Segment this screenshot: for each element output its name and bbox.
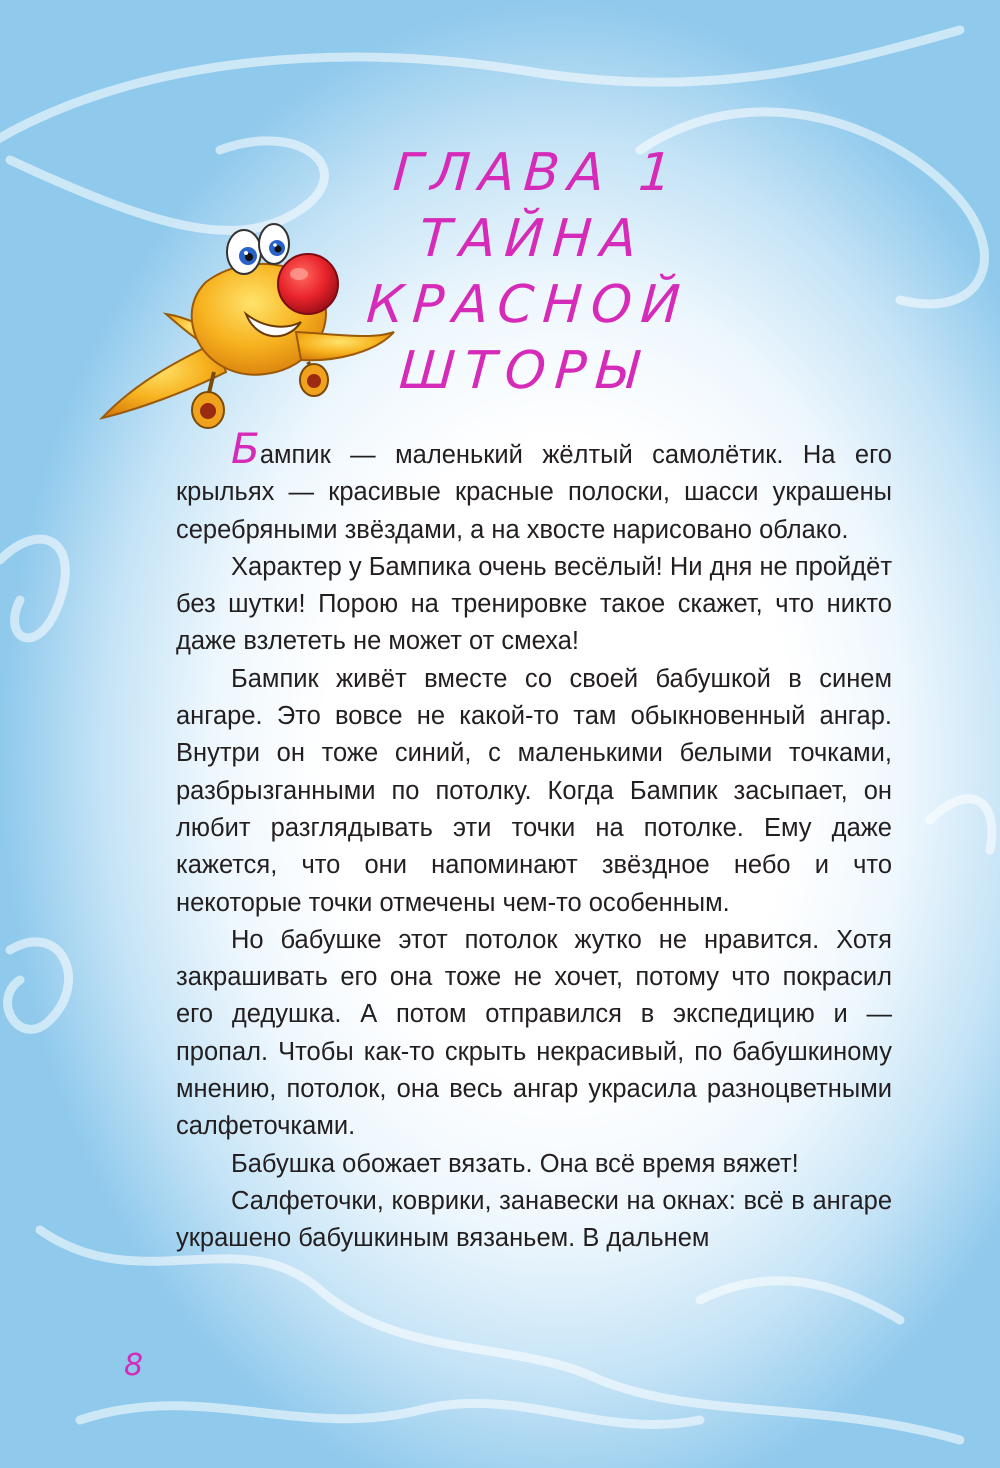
paragraph-5: Бабушка обожает вязать. Она всё время вяжет! [231, 1149, 799, 1178]
paragraph-4: Но бабушке этот потолок жутко не нравится. Хотя закрашивать его она тоже не хочет, потому что покрасил его дедушка. А потом отправился в экспедицию и — пропал. Чтобы как-то скрыть некрасивый, по бабушкиному мнению, потолок, она весь ангар украсила разноцветными салфеточками. [176, 925, 892, 1141]
drop-cap: Б [231, 424, 260, 473]
paragraph-3: Бампик живёт вместе со своей бабушкой в синем ангаре. Это вовсе не какой-то там обыкновенный ангар. Внутри он тоже синий, с маленькими белыми точками, разбрызганными по потолку. Когда Бампик засыпает, он любит разглядывать эти точки на потолке. Ему даже кажется, что они напоминают звёздное небо и что некоторые точки отмечены чем-то особенным. [176, 664, 892, 917]
chapter-number: ГЛАВА 1 [391, 143, 683, 203]
paragraph-2: Характер у Бампика очень весёлый! Ни дня не пройдёт без шутки! Порою на тренировке такое скажет, что никто даже взлететь не может от смеха! [176, 552, 892, 656]
yellow-airplane-character-icon [96, 222, 396, 444]
paragraph-6: Салфеточки, коврики, занавески на окнах: всё в ангаре украшено бабушкиным вязаньем. В дальнем [176, 1186, 892, 1253]
story-text [176, 424, 892, 1258]
chapter-title-line-2: ШТОРЫ [397, 341, 649, 401]
paragraph-1 [176, 424, 892, 549]
page-number: 8 [124, 1348, 144, 1383]
chapter-title-line-1: ТАЙНА КРАСНОЙ [364, 209, 691, 335]
paragraph-1-text: ампик — маленький жёлтый самолётик. На его крыльях — красивые красные полоски, шасси украшены серебряными звёздами, а на хвосте нарисовано облако. [176, 441, 892, 544]
